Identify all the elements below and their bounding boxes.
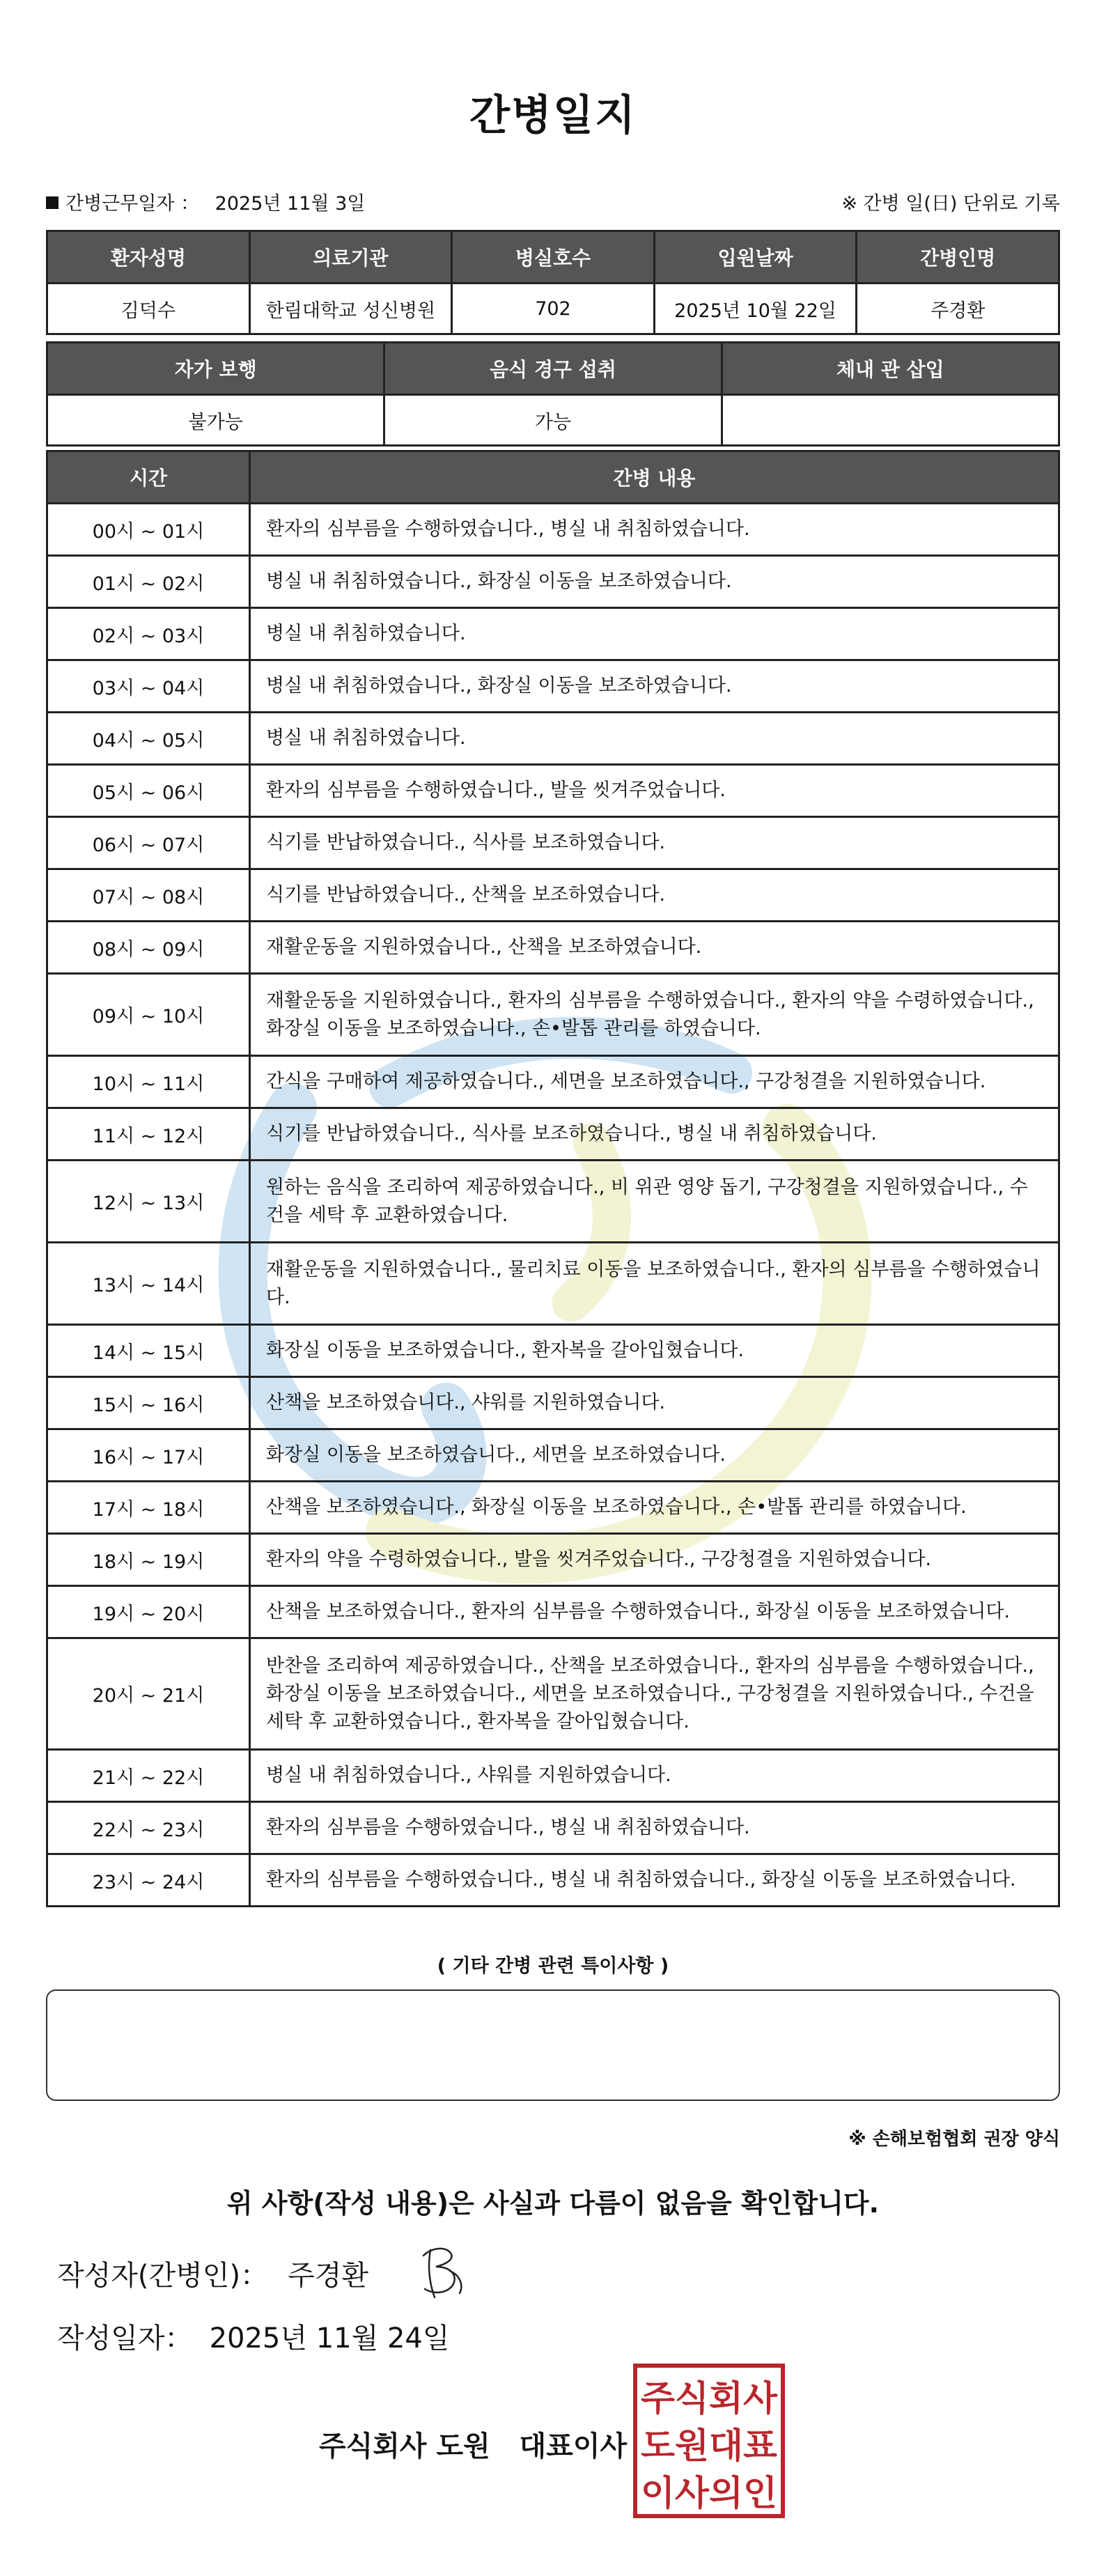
company-seal-icon (632, 2363, 786, 2519)
row-content: 병실 내 취침하였습니다., 화장실 이동을 보조하였습니다. (250, 556, 1059, 608)
header-hospital: 의료기관 (249, 231, 452, 284)
table-row (47, 1586, 1059, 1638)
row-content: 환자의 심부름을 수행하였습니다., 발을 씻겨주었습니다. (250, 765, 1059, 817)
header-admission-date: 입원날짜 (654, 231, 857, 284)
row-content: 식기를 반납하였습니다., 식사를 보조하였습니다., 병실 내 취침하였습니다. (250, 1108, 1059, 1161)
stamp-line: 주식회사 (641, 2378, 778, 2419)
row-time: 08시 ~ 09시 (47, 922, 250, 974)
row-content: 병실 내 취침하였습니다., 샤워를 지원하였습니다. (250, 1750, 1059, 1802)
row-time: 07시 ~ 08시 (47, 869, 250, 922)
row-time: 00시 ~ 01시 (47, 504, 250, 556)
patient-name: 김덕수 (47, 284, 250, 334)
table-row (47, 608, 1059, 660)
row-time: 22시 ~ 23시 (47, 1802, 250, 1854)
row-content: 화장실 이동을 보조하였습니다., 세면을 보조하였습니다. (250, 1429, 1059, 1482)
patient-info-table (46, 230, 1060, 335)
row-time: 12시 ~ 13시 (47, 1161, 250, 1243)
table-row (47, 1638, 1059, 1750)
stamp-line: 이사의인 (641, 2473, 777, 2513)
row-time: 06시 ~ 07시 (47, 817, 250, 869)
daily-record-note: ※ 간병 일(日) 단위로 기록 (841, 193, 1060, 215)
row-time: 09시 ~ 10시 (47, 974, 250, 1056)
self-walking-value: 불가능 (47, 395, 384, 446)
row-content: 병실 내 취침하였습니다., 화장실 이동을 보조하였습니다. (250, 660, 1059, 713)
care-log-table (46, 450, 1060, 1907)
row-content: 간식을 구매하여 제공하였습니다., 세면을 보조하였습니다., 구강청결을 지원하였습니다. (250, 1056, 1059, 1108)
row-content: 산책을 보조하였습니다., 화장실 이동을 보조하였습니다., 손•발톱 관리를 하였습니다. (250, 1482, 1059, 1534)
table-row (47, 1482, 1059, 1534)
row-content: 원하는 음식을 조리하여 제공하였습니다., 비 위관 영양 돕기, 구강청결을 지원하였습니다., 수건을 세탁 후 교환하였습니다. (250, 1161, 1059, 1243)
table-row (47, 765, 1059, 817)
header-patient-name: 환자성명 (47, 231, 250, 284)
row-time: 04시 ~ 05시 (47, 713, 250, 765)
row-content: 재활운동을 지원하였습니다., 물리치료 이동을 보조하였습니다., 환자의 심부름을 수행하였습니다. (250, 1243, 1059, 1325)
written-date-line (57, 2316, 450, 2356)
room-number: 702 (452, 284, 655, 334)
confirmation-statement: 위 사항(작성 내용)은 사실과 다름이 없음을 확인합니다. (226, 2188, 880, 2219)
table-row (47, 1056, 1059, 1108)
row-content: 화장실 이동을 보조하였습니다., 환자복을 갈아입혔습니다. (250, 1325, 1059, 1377)
row-content: 식기를 반납하였습니다., 산책을 보조하였습니다. (250, 869, 1059, 922)
row-time: 11시 ~ 12시 (47, 1108, 250, 1161)
header-care-content: 간병 내용 (250, 451, 1059, 504)
form-source-note: ※ 손해보험협회 권장 양식 (848, 2129, 1060, 2150)
table-row (47, 1854, 1059, 1907)
row-content: 산책을 보조하였습니다., 환자의 심부름을 수행하였습니다., 화장실 이동을 보조하였습니다. (250, 1586, 1059, 1638)
table-row (47, 504, 1059, 556)
special-notes-box (46, 1989, 1060, 2101)
row-time: 02시 ~ 03시 (47, 608, 250, 660)
row-time: 03시 ~ 04시 (47, 660, 250, 713)
row-content: 식기를 반납하였습니다., 식사를 보조하였습니다. (250, 817, 1059, 869)
row-content: 반찬을 조리하여 제공하였습니다., 산책을 보조하였습니다., 환자의 심부름을 수행하였습니다., 화장실 이동을 보조하였습니다., 세면을 보조하였습니다., 구강청결을 지원하였습니다., 수건을 세탁 후 교환하였습니다., 환자복을 갈아입혔습니다. (250, 1638, 1059, 1750)
row-content: 병실 내 취침하였습니다. (250, 608, 1059, 660)
table-row (47, 869, 1059, 922)
table-row (47, 817, 1059, 869)
table-row (47, 1325, 1059, 1377)
row-time: 01시 ~ 02시 (47, 556, 250, 608)
signature-icon (411, 2240, 474, 2303)
stamp-line: 도원대표 (641, 2426, 778, 2466)
row-content: 재활운동을 지원하였습니다., 환자의 심부름을 수행하였습니다., 환자의 약을 수령하였습니다., 화장실 이동을 보조하였습니다., 손•발톱 관리를 하였습니다. (250, 974, 1059, 1056)
row-time: 19시 ~ 20시 (47, 1586, 250, 1638)
row-time: 05시 ~ 06시 (47, 765, 250, 817)
row-time: 17시 ~ 18시 (47, 1482, 250, 1534)
caregiver-name: 주경환 (857, 284, 1059, 334)
writer-name: 주경환 (288, 2260, 368, 2292)
row-content: 환자의 심부름을 수행하였습니다., 병실 내 취침하였습니다. (250, 1802, 1059, 1854)
header-oral-intake: 음식 경구 섭취 (384, 343, 722, 395)
table-row (47, 1802, 1059, 1854)
company-signature-line: 주식회사 도원 대표이사 (319, 2430, 628, 2462)
row-content: 병실 내 취침하였습니다. (250, 713, 1059, 765)
hospital-name: 한림대학교 성신병원 (249, 284, 452, 334)
row-time: 21시 ~ 22시 (47, 1750, 250, 1802)
row-time: 13시 ~ 14시 (47, 1243, 250, 1325)
header-caregiver-name: 간병인명 (857, 231, 1059, 284)
admission-date: 2025년 10월 22일 (654, 284, 857, 334)
row-content: 환자의 심부름을 수행하였습니다., 병실 내 취침하였습니다. (250, 504, 1059, 556)
row-time: 15시 ~ 16시 (47, 1377, 250, 1429)
table-row (47, 1243, 1059, 1325)
table-row (47, 974, 1059, 1056)
row-time: 10시 ~ 11시 (47, 1056, 250, 1108)
table-row (47, 556, 1059, 608)
patient-status-table (46, 341, 1060, 447)
document-title: 간병일지 (469, 91, 637, 140)
header-time: 시간 (47, 451, 250, 504)
writer-label: 작성자(간병인)： (57, 2260, 269, 2292)
table-row (47, 1108, 1059, 1161)
header-room-number: 병실호수 (452, 231, 655, 284)
written-date-label: 작성일자： (57, 2322, 193, 2354)
row-content: 재활운동을 지원하였습니다., 산책을 보조하였습니다. (250, 922, 1059, 974)
work-date-label: 간병근무일자 ： (65, 193, 200, 215)
row-time: 14시 ~ 15시 (47, 1325, 250, 1377)
table-row (47, 1750, 1059, 1802)
row-content: 환자의 약을 수령하였습니다., 발을 씻겨주었습니다., 구강청결을 지원하였습니다. (250, 1534, 1059, 1586)
row-time: 16시 ~ 17시 (47, 1429, 250, 1482)
table-row (47, 922, 1059, 974)
row-content: 산책을 보조하였습니다., 샤워를 지원하였습니다. (250, 1377, 1059, 1429)
table-row (47, 713, 1059, 765)
table-row (47, 1377, 1059, 1429)
oral-intake-value: 가능 (384, 395, 722, 446)
special-notes-title: ( 기타 간병 관련 특이사항 ) (437, 1955, 669, 1977)
work-date-line (46, 188, 365, 215)
written-date-value: 2025년 11월 24일 (209, 2322, 450, 2354)
row-time: 20시 ~ 21시 (47, 1638, 250, 1750)
row-content: 환자의 심부름을 수행하였습니다., 병실 내 취침하였습니다., 화장실 이동을 보조하였습니다. (250, 1854, 1059, 1907)
writer-line (57, 2253, 368, 2293)
table-row (47, 1161, 1059, 1243)
table-row (47, 1534, 1059, 1586)
header-self-walking: 자가 보행 (47, 343, 384, 395)
table-row (47, 660, 1059, 713)
work-date-value: 2025년 11월 3일 (215, 193, 366, 215)
row-time: 23시 ~ 24시 (47, 1854, 250, 1907)
row-time: 18시 ~ 19시 (47, 1534, 250, 1586)
tube-insertion-value (722, 395, 1059, 446)
header-tube-insertion: 체내 관 삽입 (722, 343, 1059, 395)
table-row (47, 1429, 1059, 1482)
square-bullet-icon (46, 196, 59, 209)
